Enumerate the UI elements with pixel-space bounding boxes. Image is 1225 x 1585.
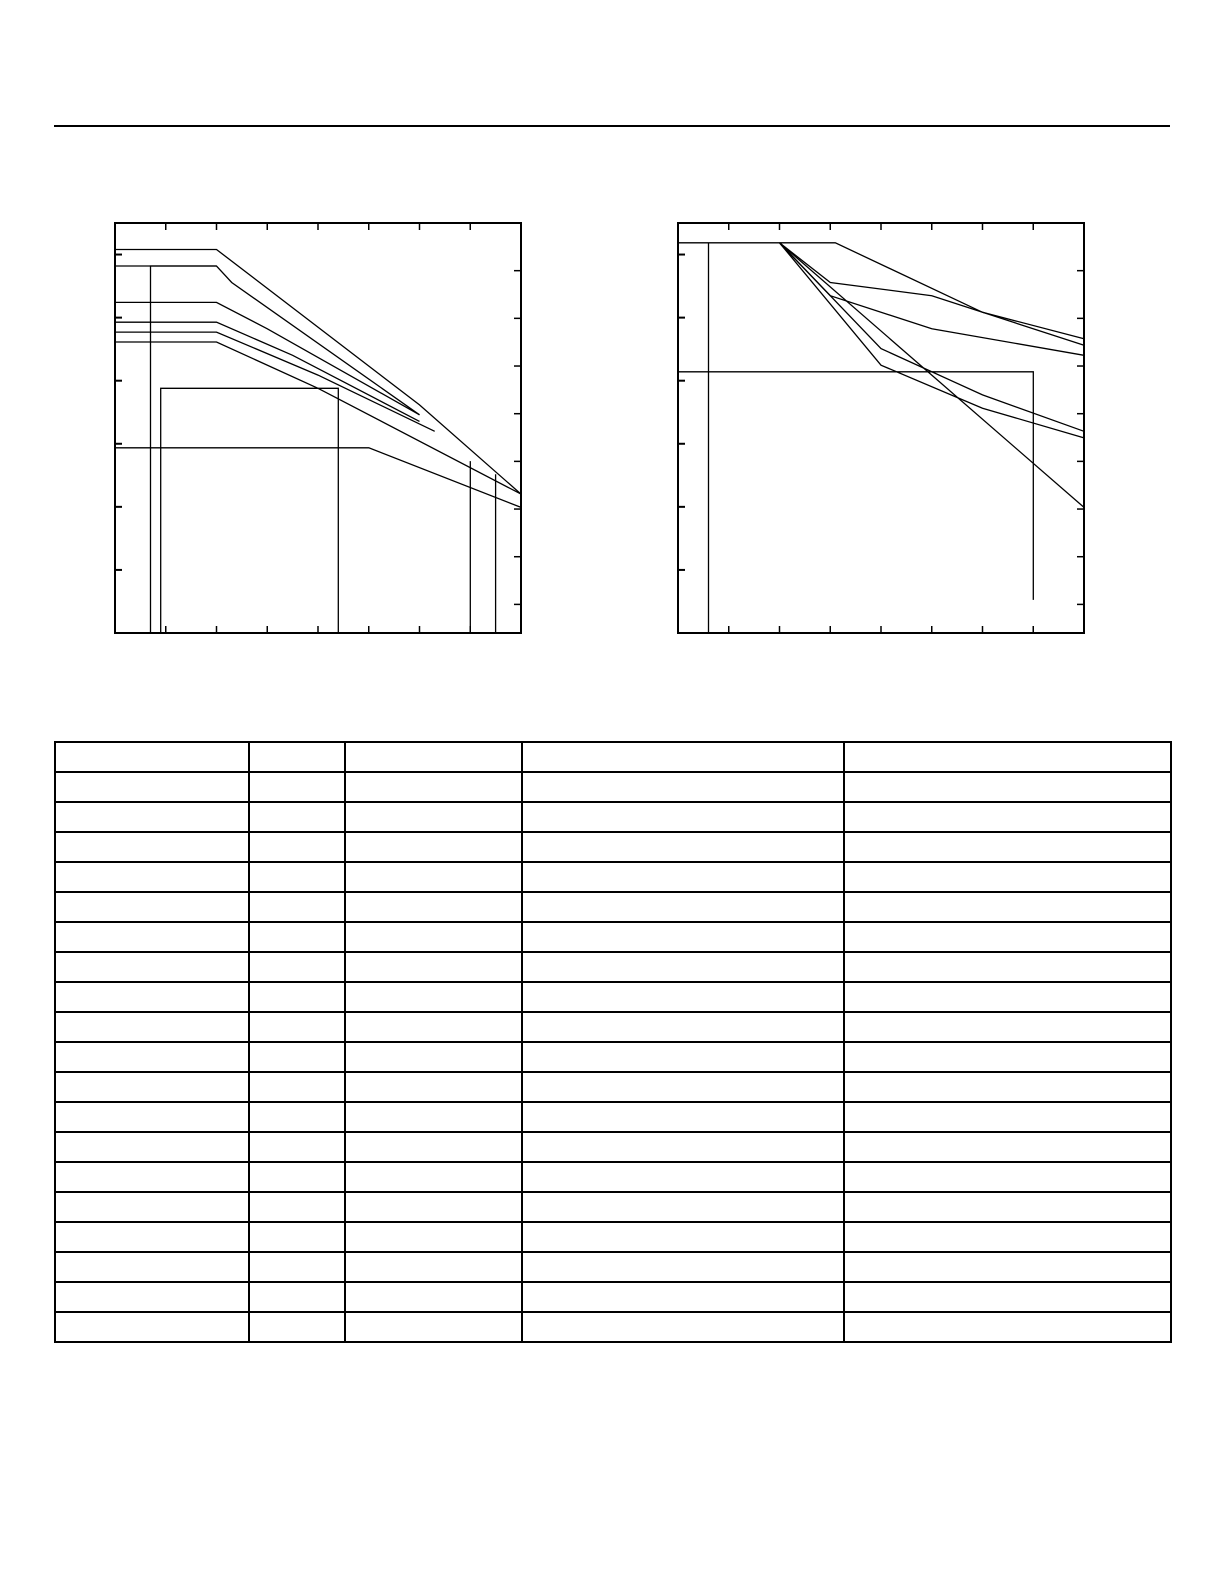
table-cell [55,1042,249,1072]
table-cell [844,1042,1171,1072]
table-row [55,1162,1171,1192]
table-cell [844,1252,1171,1282]
table-cell [249,1312,345,1342]
left-chart-svg [105,215,535,645]
table-cell [522,802,844,832]
table-cell [844,1282,1171,1312]
table-cell [249,1282,345,1312]
table-cell [249,892,345,922]
table-row [55,1072,1171,1102]
table-cell [249,772,345,802]
table-cell [55,952,249,982]
table-cell [249,832,345,862]
table-cell [345,1252,522,1282]
table-cell [844,952,1171,982]
table-cell [522,1282,844,1312]
table-cell [249,1072,345,1102]
table-cell [345,1312,522,1342]
table-cell [249,1222,345,1252]
table-row [55,1312,1171,1342]
table-cell [844,1072,1171,1102]
table-cell [345,1042,522,1072]
right-chart-series-line-4 [780,243,1085,431]
table-cell [345,892,522,922]
table-cell [249,742,345,772]
table-row [55,892,1171,922]
table-cell [249,1132,345,1162]
table-cell [345,832,522,862]
table-cell [249,802,345,832]
table-cell [844,982,1171,1012]
table-cell [55,742,249,772]
table-cell [55,772,249,802]
table-cell [345,952,522,982]
table-cell [844,1192,1171,1222]
table-row [55,742,1171,772]
table-cell [55,1102,249,1132]
table-cell [522,1132,844,1162]
table-cell [249,982,345,1012]
table-row [55,772,1171,802]
table-cell [55,1222,249,1252]
table-cell [55,892,249,922]
table-cell [55,922,249,952]
table-cell [844,892,1171,922]
table-cell [844,1222,1171,1252]
table-cell [345,1192,522,1222]
table-cell [844,802,1171,832]
table-cell [249,922,345,952]
table-cell [844,922,1171,952]
table-cell [345,1012,522,1042]
table-cell [844,1132,1171,1162]
table-cell [345,1102,522,1132]
table-cell [55,1192,249,1222]
table-cell [249,1102,345,1132]
table-cell [844,1012,1171,1042]
header-rule [54,125,1170,127]
table-cell [55,1252,249,1282]
table-cell [55,1132,249,1162]
table-cell [249,952,345,982]
left-chart [105,215,535,645]
table-cell [522,862,844,892]
table-cell [249,862,345,892]
table-cell [522,1192,844,1222]
spec-table [54,741,1172,1343]
table-cell [522,1102,844,1132]
right-chart-svg [668,215,1098,645]
table-row [55,982,1171,1012]
table-cell [522,772,844,802]
table-cell [55,982,249,1012]
table-cell [844,742,1171,772]
table-cell [844,832,1171,862]
table-cell [844,772,1171,802]
right-chart-series-line-1 [678,243,1084,339]
table-row [55,832,1171,862]
table-row [55,802,1171,832]
table-cell [844,1102,1171,1132]
table-cell [55,1072,249,1102]
table-row [55,862,1171,892]
table-row [55,1252,1171,1282]
table-cell [345,922,522,952]
table-cell [522,1252,844,1282]
table-cell [345,1222,522,1252]
table-cell [345,1282,522,1312]
left-chart-series-line-9 [161,388,339,633]
table-cell [844,1162,1171,1192]
left-chart-series-line-6 [115,342,521,494]
right-chart-plot-frame [678,223,1084,633]
table-row [55,1042,1171,1072]
table-cell [55,1162,249,1192]
table-row [55,1132,1171,1162]
table-cell [522,832,844,862]
table-cell [345,802,522,832]
table-cell [249,1252,345,1282]
right-chart [668,215,1098,645]
table-cell [345,1072,522,1102]
right-chart-series-line-8 [678,372,1033,600]
table-cell [522,1012,844,1042]
table-row [55,922,1171,952]
left-chart-series-line-7 [115,448,521,508]
table-cell [55,862,249,892]
table-cell [55,1012,249,1042]
table-cell [522,1162,844,1192]
table-cell [844,1312,1171,1342]
right-chart-series-line-5 [780,243,1085,438]
table-cell [249,1162,345,1192]
table-cell [844,862,1171,892]
table-cell [249,1042,345,1072]
table-cell [345,742,522,772]
table-cell [55,832,249,862]
left-chart-plot-frame [115,223,521,633]
table-cell [522,1042,844,1072]
table-cell [522,952,844,982]
table-cell [345,1162,522,1192]
table-cell [249,1192,345,1222]
table-cell [345,1132,522,1162]
table-row [55,1222,1171,1252]
table-cell [345,982,522,1012]
table-row [55,1102,1171,1132]
table-row [55,1192,1171,1222]
table-cell [522,922,844,952]
table-cell [55,1312,249,1342]
table-cell [55,1282,249,1312]
table-row [55,1012,1171,1042]
right-chart-series-line-2 [780,243,1085,345]
table-cell [522,892,844,922]
table-cell [249,1012,345,1042]
table-cell [522,1312,844,1342]
table-row [55,952,1171,982]
right-chart-series-line-6 [780,243,1085,508]
table-cell [55,802,249,832]
table-cell [345,772,522,802]
table-cell [345,862,522,892]
right-chart-series-line-3 [780,243,1085,355]
table-cell [522,1222,844,1252]
table-cell [522,1072,844,1102]
table-cell [522,742,844,772]
table-row [55,1282,1171,1312]
left-chart-series-line-1 [115,250,521,495]
table-cell [522,982,844,1012]
